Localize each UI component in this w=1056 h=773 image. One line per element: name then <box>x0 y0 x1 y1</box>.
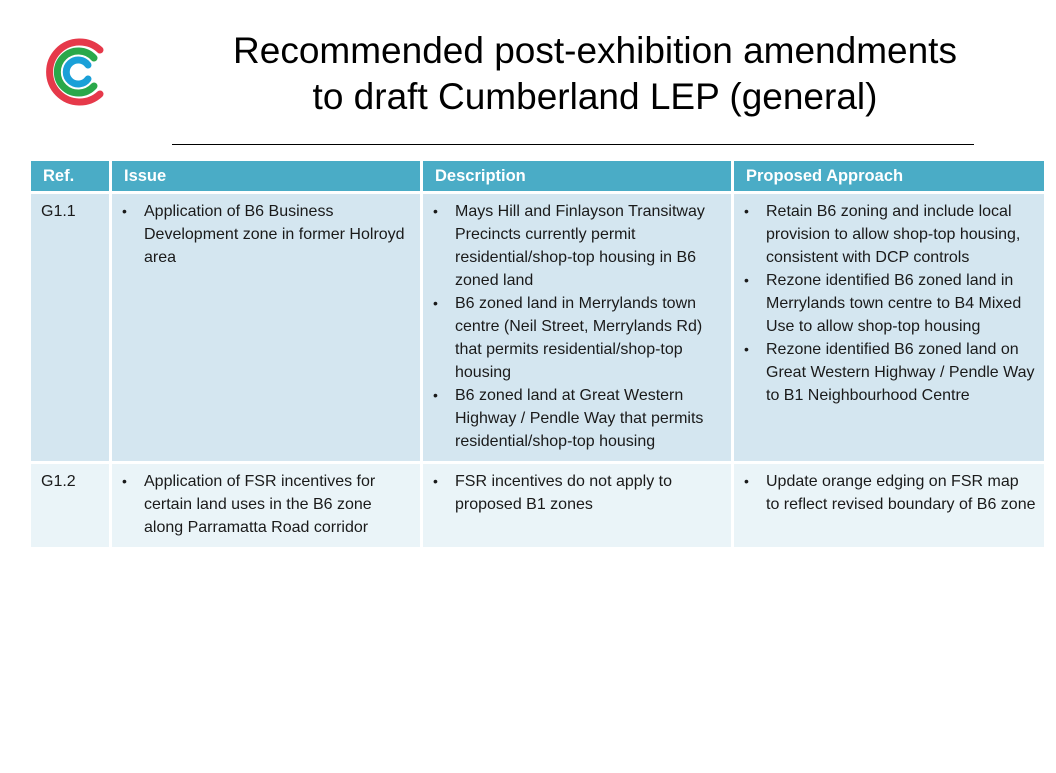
description-cell <box>423 194 731 461</box>
list-item: • B6 zoned land in Merrylands town centre (Neil Street, Merrylands Rd) that permits residential/shop-top housing <box>431 292 723 384</box>
header-description: Description <box>423 161 731 191</box>
ref-cell: G1.2 <box>31 464 109 547</box>
list-item: • Application of B6 Business Development zone in former Holroyd area <box>120 200 412 269</box>
list-item: • Rezone identified B6 zoned land on Great Western Highway / Pendle Way to B1 Neighbourhood Centre <box>742 338 1036 407</box>
list-item: • FSR incentives do not apply to proposed B1 zones <box>431 470 723 516</box>
cumberland-logo-icon <box>42 36 112 108</box>
amendments-table <box>28 158 1047 550</box>
list-item: • Application of FSR incentives for certain land uses in the B6 zone along Parramatta Road corridor <box>120 470 412 539</box>
list-item: • Update orange edging on FSR map to reflect revised boundary of B6 zone <box>742 470 1036 516</box>
description-cell <box>423 464 731 547</box>
approach-cell <box>734 194 1044 461</box>
header-proposed-approach: Proposed Approach <box>734 161 1044 191</box>
list-item: • B6 zoned land at Great Western Highway / Pendle Way that permits residential/shop-top housing <box>431 384 723 453</box>
title-line-2: to draft Cumberland LEP (general) <box>312 76 878 117</box>
table-row <box>31 194 1044 461</box>
page-title <box>150 28 1040 120</box>
list-item: • Mays Hill and Finlayson Transitway Precincts currently permit residential/shop-top housing in B6 zoned land <box>431 200 723 292</box>
list-item: • Retain B6 zoning and include local provision to allow shop-top housing, consistent with DCP controls <box>742 200 1036 269</box>
issue-cell <box>112 194 420 461</box>
title-line-1: Recommended post-exhibition amendments <box>233 30 957 71</box>
header-ref: Ref. <box>31 161 109 191</box>
issue-cell <box>112 464 420 547</box>
table-row <box>31 464 1044 547</box>
title-divider <box>172 144 974 145</box>
ref-cell: G1.1 <box>31 194 109 461</box>
header-issue: Issue <box>112 161 420 191</box>
table-header-row <box>31 161 1044 191</box>
list-item: • Rezone identified B6 zoned land in Merrylands town centre to B4 Mixed Use to allow shop-top housing <box>742 269 1036 338</box>
approach-cell <box>734 464 1044 547</box>
